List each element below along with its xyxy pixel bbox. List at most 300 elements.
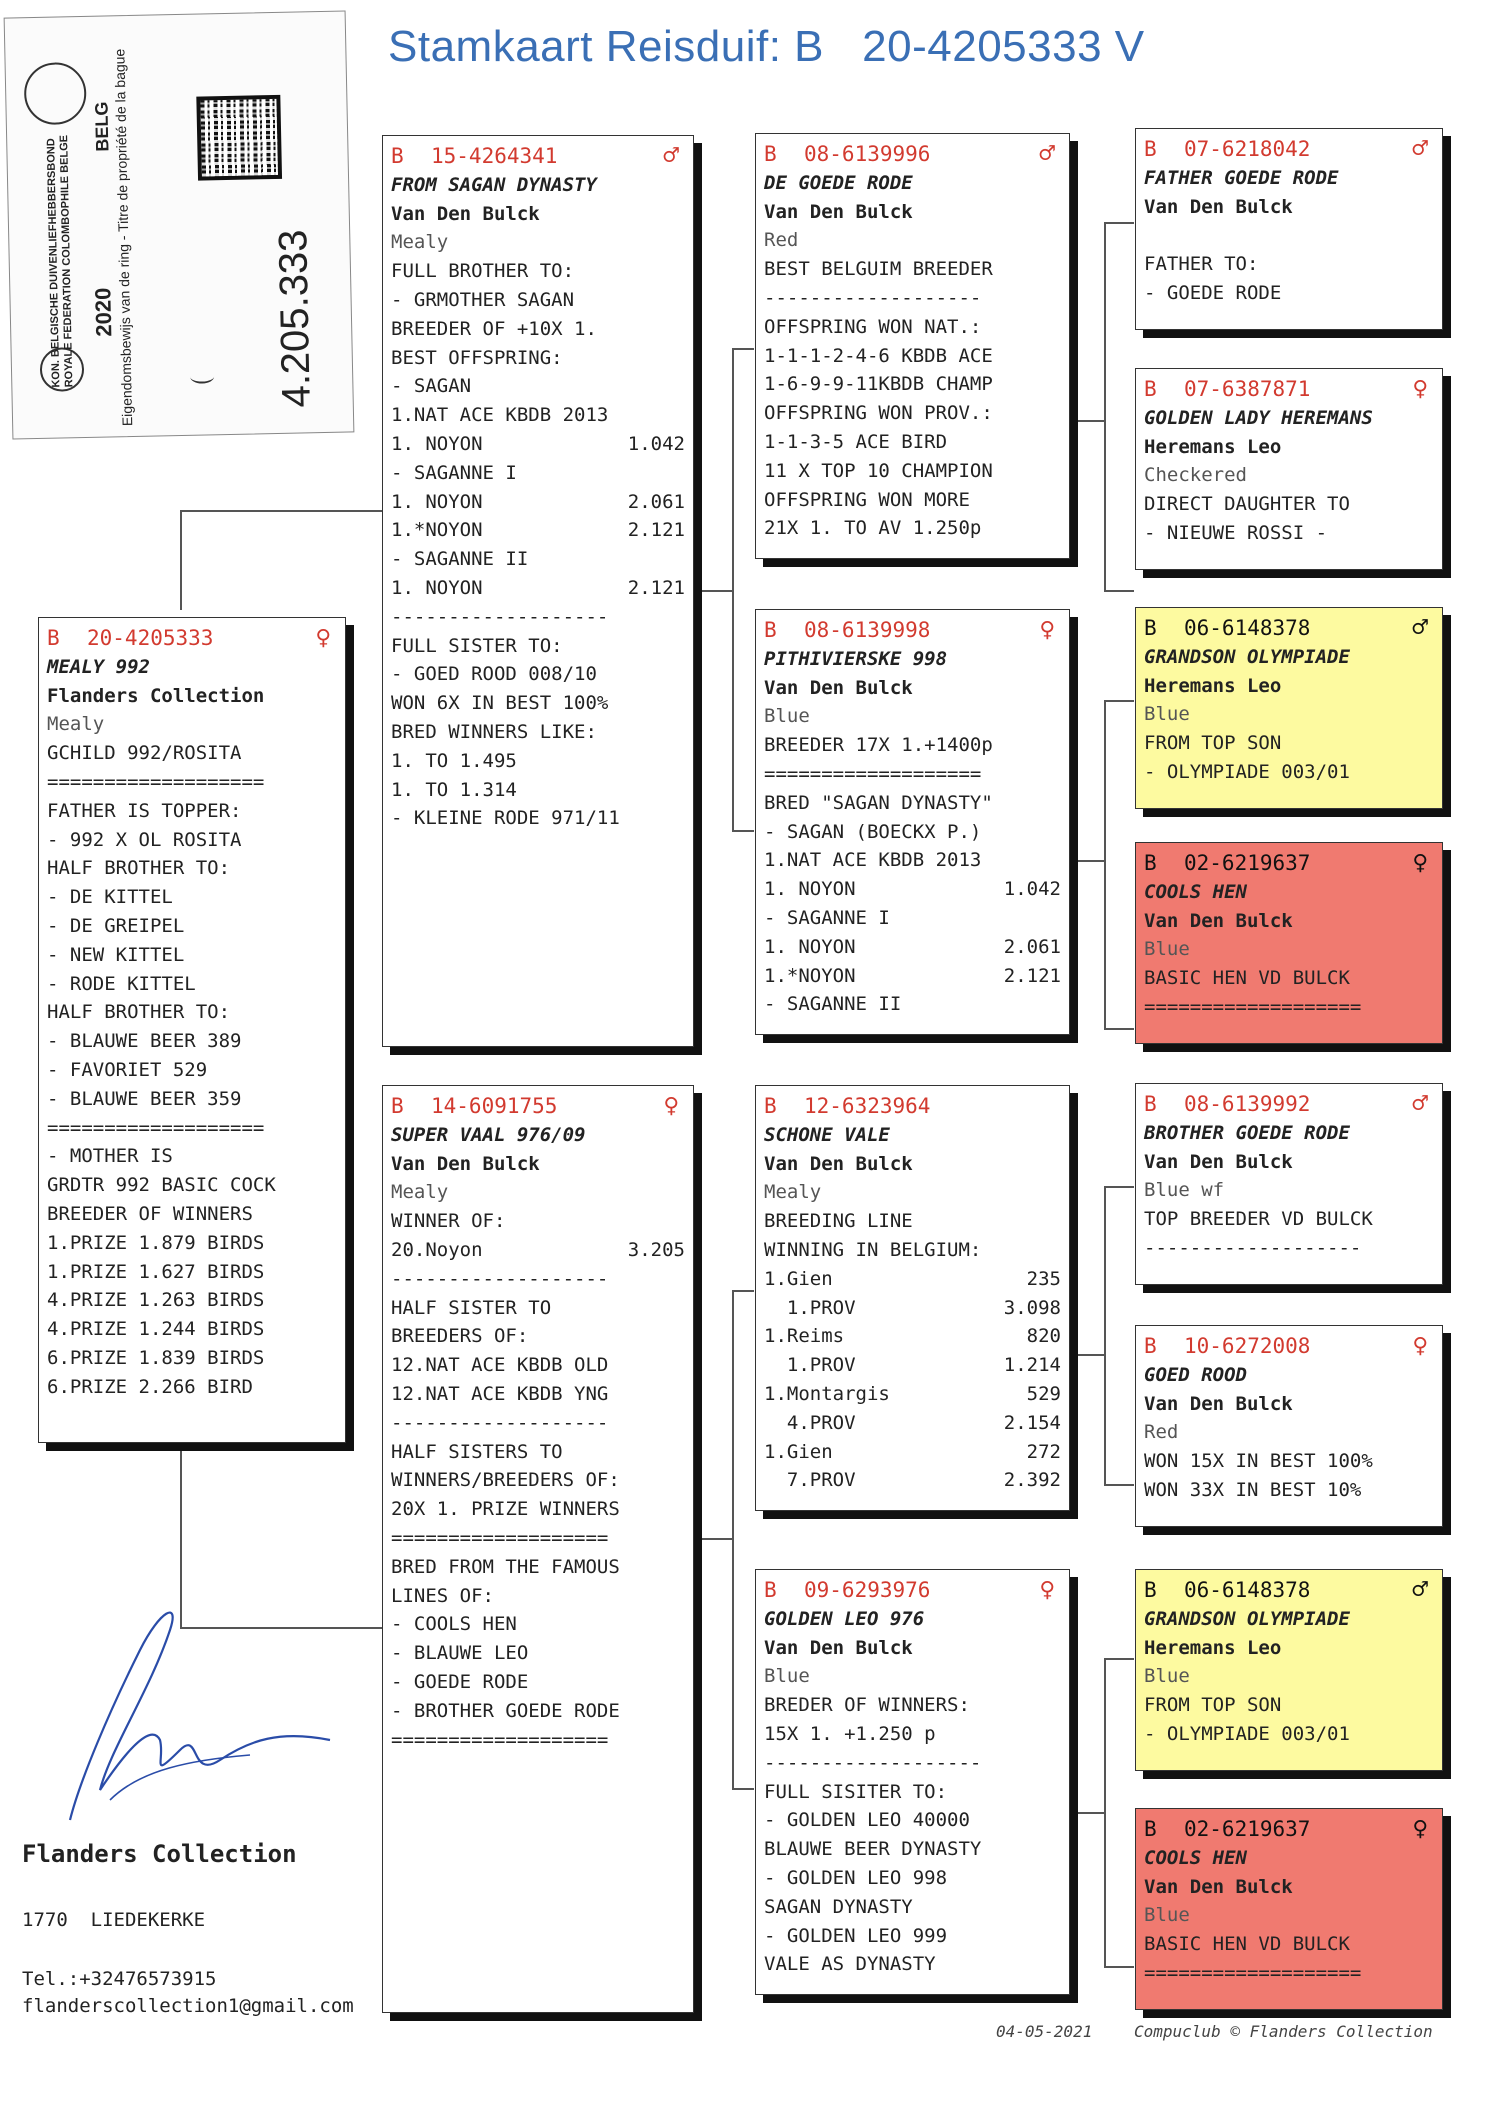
card-line-text: BREEDERS OF: [391, 1325, 529, 1348]
card-owner: Van Den Bulck [764, 1636, 913, 1659]
card-color: Blue [1144, 1904, 1190, 1927]
card-country: B [1144, 1092, 1157, 1116]
card-header [1144, 1332, 1434, 1361]
pigeon-card-ffm [1135, 368, 1443, 570]
card-line-text: - GOLDEN LEO 999 [764, 1924, 948, 1947]
card-line [764, 486, 1061, 515]
card-ring-number: 10-6272008 [1184, 1334, 1311, 1358]
card-line-text: OFFSPRING WON MORE [764, 488, 970, 511]
card-line-text: BREDER OF WINNERS: [764, 1694, 970, 1717]
card-line-text: WINNERS/BREEDERS OF: [391, 1469, 620, 1492]
card-line: - FAVORIET 529 [47, 1058, 208, 1081]
signature-icon [50, 1590, 350, 1830]
card-line [391, 459, 685, 488]
card-country: B [1144, 616, 1157, 640]
card-line [764, 255, 1061, 284]
card-line [391, 315, 685, 344]
card-line [764, 1438, 1061, 1467]
card-line [764, 399, 1061, 428]
card-line-text: - SAGANNE II [764, 993, 902, 1016]
card-line [764, 731, 1061, 760]
card-line-text: 1. NOYON [391, 576, 483, 599]
pigeon-card-father-father [755, 133, 1070, 559]
card-line [764, 1922, 1061, 1951]
card-line-text: 1.NAT ACE KBDB 2013 [391, 404, 609, 427]
card-line-value: 820 [1026, 1325, 1061, 1348]
card-line [391, 1322, 685, 1351]
connector-line [1104, 1186, 1106, 1486]
card-line: - 992 X OL ROSITA [47, 828, 242, 851]
card-color: Mealy [764, 1181, 822, 1204]
card-country: B [1144, 1817, 1157, 1841]
card-owner: Heremans Leo [1144, 435, 1282, 458]
card-line-text: - SAGANNE I [391, 461, 517, 484]
connector-line [1104, 222, 1106, 592]
card-header [1144, 1576, 1434, 1605]
card-line [391, 1380, 685, 1409]
card-country: B [764, 142, 777, 166]
card-owner: Van Den Bulck [1144, 1875, 1293, 1898]
card-line [764, 904, 1061, 933]
card-ring-number: 02-6219637 [1184, 851, 1311, 875]
card-line [391, 1639, 685, 1668]
card-header [391, 1092, 685, 1121]
card-ring-number: 06-6148378 [1184, 1578, 1311, 1602]
card-line [764, 760, 1061, 789]
card-pigeon-name: SUPER VAAL 976/09 [391, 1123, 586, 1146]
card-line-text: 1.PROV [764, 1354, 856, 1377]
male-icon: ♂ [1039, 139, 1055, 169]
pigeon-card-subject [38, 617, 346, 1443]
card-line-text: 1. NOYON [391, 490, 483, 513]
card-line: - BLAUWE BEER 389 [47, 1030, 242, 1053]
card-country: B [1144, 1334, 1157, 1358]
pigeon-card-mother [382, 1085, 694, 2013]
card-header [1144, 614, 1434, 643]
card-line [764, 1466, 1061, 1495]
pigeon-card-mother-father [755, 1085, 1070, 1511]
breeder-phone: Tel.:+32476573915 [22, 1968, 217, 1990]
card-line [391, 603, 685, 632]
card-country: B [391, 1094, 404, 1118]
card-color: Red [1144, 1421, 1179, 1444]
card-line-text: - GOLDEN LEO 40000 [764, 1809, 970, 1832]
connector-line [1104, 1658, 1106, 1968]
card-line: BREEDER OF WINNERS [47, 1202, 253, 1225]
card-pigeon-name: BROTHER GOEDE RODE [1144, 1121, 1350, 1144]
card-line-text: ------------------- [391, 1411, 609, 1434]
card-color: Checkered [1144, 464, 1247, 487]
card-line-text: BRED FROM THE FAMOUS [391, 1555, 620, 1578]
card-line-text: FULL SISITER TO: [764, 1780, 948, 1803]
card-line: - MOTHER IS [47, 1145, 173, 1168]
card-line: =================== [1144, 1961, 1362, 1984]
card-line-value: 2.121 [627, 576, 685, 599]
male-icon: ♂ [663, 141, 679, 171]
card-line [391, 1294, 685, 1323]
card-line: 4.PRIZE 1.244 BIRDS [47, 1318, 265, 1341]
card-line-text: SAGAN DYNASTY [764, 1895, 913, 1918]
card-line [764, 514, 1061, 543]
card-line [764, 1207, 1061, 1236]
card-country: B [764, 1094, 777, 1118]
ring-swirl-icon [190, 369, 214, 383]
card-line-text: 20X 1. PRIZE WINNERS [391, 1498, 620, 1521]
card-line-value: 2.392 [1003, 1469, 1061, 1492]
card-line-text: 1.*NOYON [391, 519, 483, 542]
card-line [764, 370, 1061, 399]
card-line [391, 1265, 685, 1294]
card-line: FATHER TO: [1144, 253, 1259, 276]
pigeon-card-father-mother [755, 609, 1070, 1035]
card-line [391, 430, 685, 459]
card-line: 1.PRIZE 1.627 BIRDS [47, 1260, 265, 1283]
card-ring-number: 15-4264341 [431, 144, 558, 168]
card-line: - OLYMPIADE 003/01 [1144, 1722, 1350, 1745]
card-line-text: - GOLDEN LEO 998 [764, 1866, 948, 1889]
connector-line [696, 1538, 732, 1540]
card-line [391, 545, 685, 574]
card-line-text: 20.Noyon [391, 1238, 483, 1261]
card-line-text: BREEDING LINE [764, 1210, 913, 1233]
card-line-text: ------------------- [391, 605, 609, 628]
connector-line [1072, 420, 1104, 422]
card-country: B [391, 144, 404, 168]
card-line [764, 1691, 1061, 1720]
card-line [391, 257, 685, 286]
card-owner: Heremans Leo [1144, 674, 1282, 697]
card-line [764, 1294, 1061, 1323]
card-color: Red [764, 229, 799, 252]
card-line: - NIEUWE ROSSI - [1144, 521, 1328, 544]
connector-line [1072, 860, 1104, 862]
card-line: DIRECT DAUGHTER TO [1144, 493, 1350, 516]
card-line [764, 1409, 1061, 1438]
card-line-text: - KLEINE RODE 971/11 [391, 807, 620, 830]
connector-line [180, 510, 182, 610]
card-pigeon-name: COOLS HEN [1144, 880, 1247, 903]
card-country: B [47, 626, 60, 650]
card-line-value: 272 [1026, 1440, 1061, 1463]
connector-line [732, 348, 734, 832]
connector-line [732, 830, 754, 832]
connector-line [732, 1290, 734, 1790]
card-line [764, 284, 1061, 313]
card-header [1144, 849, 1434, 878]
card-line-text: VALE AS DYNASTY [764, 1953, 936, 1976]
card-line [391, 689, 685, 718]
card-line: GRDTR 992 BASIC COCK [47, 1174, 276, 1197]
connector-line [1104, 1658, 1134, 1660]
card-line [391, 804, 685, 833]
card-line-text: WINNER OF: [391, 1210, 506, 1233]
connector-line [732, 1788, 754, 1790]
card-line [391, 776, 685, 805]
card-line-text: - SAGAN (BOECKX P.) [764, 820, 982, 843]
card-line: - DE KITTEL [47, 886, 173, 909]
connector-line [1072, 1812, 1104, 1814]
connector-line [1104, 1028, 1134, 1030]
card-line: - NEW KITTEL [47, 943, 185, 966]
card-header [1144, 1815, 1434, 1844]
card-line-text: WINNING IN BELGIUM: [764, 1238, 982, 1261]
card-line-text: BEST OFFSPRING: [391, 346, 563, 369]
pigeon-card-mmf [1135, 1569, 1443, 1771]
card-line-value: 2.154 [1003, 1411, 1061, 1434]
card-line [764, 1864, 1061, 1893]
card-line [764, 990, 1061, 1019]
card-country: B [764, 618, 777, 642]
female-icon: ♀ [1412, 1814, 1428, 1844]
card-line: =================== [47, 770, 265, 793]
card-country: B [1144, 1578, 1157, 1602]
print-date: 04-05-2021 [996, 2022, 1093, 2041]
ring-card-org: KON. BELGISCHE DUIVENLIEFHEBBERSBOND ROYALE FEDERATION COLOMBOPHILE BELGE [45, 134, 76, 388]
card-pigeon-name: PITHIVIERSKE 998 [764, 647, 948, 670]
card-line-text: - GOED ROOD 008/10 [391, 663, 597, 686]
card-line [764, 1351, 1061, 1380]
card-line [391, 1697, 685, 1726]
card-line: FATHER IS TOPPER: [47, 799, 242, 822]
card-line: WON 15X IN BEST 100% [1144, 1450, 1373, 1473]
card-line-text: 7.PROV [764, 1469, 856, 1492]
card-line-text: BREEDER OF +10X 1. [391, 317, 597, 340]
card-line-text: OFFSPRING WON PROV.: [764, 402, 993, 425]
card-pigeon-name: GOLDEN LADY HEREMANS [1144, 406, 1373, 429]
male-icon: ♂ [1412, 613, 1428, 643]
card-line-text: - SAGAN [391, 375, 472, 398]
card-line-text: ------------------- [391, 1267, 609, 1290]
card-color: Blue [1144, 703, 1190, 726]
card-pigeon-name: SCHONE VALE [764, 1123, 890, 1146]
card-line [391, 1409, 685, 1438]
card-line [391, 344, 685, 373]
card-line-value: 2.061 [627, 490, 685, 513]
card-line [764, 818, 1061, 847]
card-line [764, 1778, 1061, 1807]
card-line [391, 660, 685, 689]
card-line [764, 1749, 1061, 1778]
page-title: Stamkaart Reisduif: B 20-4205333 V [388, 22, 1145, 71]
card-color: Blue [1144, 938, 1190, 961]
male-icon: ♂ [1412, 134, 1428, 164]
card-line-text: 1. TO 1.495 [391, 749, 517, 772]
pigeon-card-mff [1135, 1083, 1443, 1285]
card-line: ------------------- [1144, 1236, 1362, 1259]
connector-line [696, 590, 732, 592]
software-credit: Compuclub © Flanders Collection [1134, 2022, 1433, 2041]
card-line [391, 1495, 685, 1524]
card-owner: Van Den Bulck [764, 1152, 913, 1175]
female-icon: ♀ [1039, 615, 1055, 645]
card-ring-number: 06-6148378 [1184, 616, 1311, 640]
pigeon-card-mfm [1135, 1325, 1443, 1527]
card-ring-number: 20-4205333 [87, 626, 214, 650]
ring-card-country: BELG [91, 101, 113, 152]
card-line-text: - SAGANNE II [391, 548, 529, 571]
card-line [391, 1726, 685, 1755]
card-line-text: 1.Gien [764, 1267, 833, 1290]
card-line-text: - GRMOTHER SAGAN [391, 288, 575, 311]
card-line-text: 1-1-1-2-4-6 KBDB ACE [764, 344, 993, 367]
card-line [391, 1207, 685, 1236]
card-line: TOP BREEDER VD BULCK [1144, 1208, 1373, 1231]
card-color: Mealy [47, 713, 105, 736]
card-line [764, 313, 1061, 342]
female-icon: ♀ [1412, 848, 1428, 878]
card-line: - BLAUWE BEER 359 [47, 1087, 242, 1110]
card-line-text: LINES OF: [391, 1584, 494, 1607]
card-line [391, 1351, 685, 1380]
card-line [391, 1610, 685, 1639]
card-line-text: 21X 1. TO AV 1.250p [764, 517, 982, 540]
card-line: FROM TOP SON [1144, 732, 1282, 755]
card-header [1144, 375, 1434, 404]
card-line-value: 2.061 [1003, 935, 1061, 958]
federation-logo-icon [24, 62, 87, 125]
card-owner: Van Den Bulck [1144, 1392, 1293, 1415]
card-pigeon-name: GRANDSON OLYMPIADE [1144, 1607, 1350, 1630]
card-line [391, 574, 685, 603]
card-country: B [764, 1578, 777, 1602]
card-ring-number: 07-6218042 [1184, 137, 1311, 161]
card-owner: Van Den Bulck [391, 1152, 540, 1175]
card-line [764, 1265, 1061, 1294]
card-pigeon-name: MEALY 992 [47, 655, 150, 678]
card-color: Blue [764, 705, 810, 728]
card-line [764, 1835, 1061, 1864]
card-line-text: 1.*NOYON [764, 964, 856, 987]
card-line [391, 1236, 685, 1265]
card-line-text: 1-1-3-5 ACE BIRD [764, 430, 948, 453]
card-header [764, 1092, 1061, 1121]
card-line [391, 516, 685, 545]
card-line [391, 372, 685, 401]
card-line [764, 1806, 1061, 1835]
card-line [391, 718, 685, 747]
card-line-text: - SAGANNE I [764, 906, 890, 929]
card-line: 6.PRIZE 1.839 BIRDS [47, 1346, 265, 1369]
card-line [764, 789, 1061, 818]
card-line [764, 846, 1061, 875]
card-ring-number: 08-6139996 [804, 142, 931, 166]
card-line-text: 15X 1. +1.250 p [764, 1722, 936, 1745]
card-line-value: 1.214 [1003, 1354, 1061, 1377]
card-line-text: 12.NAT ACE KBDB YNG [391, 1382, 609, 1405]
card-line [764, 1720, 1061, 1749]
card-line [764, 457, 1061, 486]
card-line [391, 488, 685, 517]
female-icon: ♀ [1039, 1575, 1055, 1605]
card-line [391, 401, 685, 430]
card-ring-number: 14-6091755 [431, 1094, 558, 1118]
card-header [391, 142, 685, 171]
card-owner: Van Den Bulck [1144, 195, 1293, 218]
card-line-text: 1.Gien [764, 1440, 833, 1463]
card-line: =================== [47, 1116, 265, 1139]
pigeon-card-fff [1135, 128, 1443, 330]
card-line [764, 933, 1061, 962]
card-line [391, 1466, 685, 1495]
connector-line [732, 348, 754, 350]
connector-line [1072, 1354, 1104, 1356]
card-ring-number: 09-6293976 [804, 1578, 931, 1602]
card-line [764, 342, 1061, 371]
card-line-text: 1. NOYON [764, 935, 856, 958]
card-header [1144, 1090, 1434, 1119]
card-line-value: 2.121 [1003, 964, 1061, 987]
card-line-value: 2.121 [627, 519, 685, 542]
card-line: HALF BROTHER TO: [47, 857, 231, 880]
card-line-text: 1. TO 1.314 [391, 778, 517, 801]
card-line-text: FULL BROTHER TO: [391, 260, 575, 283]
card-line: - GOEDE RODE [1144, 281, 1282, 304]
card-line: - DE GREIPEL [47, 914, 185, 937]
card-country: B [1144, 377, 1157, 401]
connector-line [1104, 1186, 1134, 1188]
card-line: 4.PRIZE 1.263 BIRDS [47, 1289, 265, 1312]
card-line-text: OFFSPRING WON NAT.: [764, 315, 982, 338]
card-pigeon-name: GRANDSON OLYMPIADE [1144, 645, 1350, 668]
card-line-text: - COOLS HEN [391, 1613, 517, 1636]
card-line-text: FULL SISTER TO: [391, 634, 563, 657]
card-line-text: 1.Reims [764, 1325, 845, 1348]
card-line: - OLYMPIADE 003/01 [1144, 760, 1350, 783]
card-line-text: BEST BELGUIM BREEDER [764, 258, 993, 281]
card-line [391, 1582, 685, 1611]
connector-line [1104, 700, 1106, 1030]
card-ring-number: 12-6323964 [804, 1094, 931, 1118]
connector-line [1104, 590, 1134, 592]
card-color: Mealy [391, 1181, 449, 1204]
card-line: - RODE KITTEL [47, 972, 196, 995]
card-line: WON 33X IN BEST 10% [1144, 1478, 1362, 1501]
female-icon: ♀ [315, 623, 331, 653]
card-line-text: =================== [764, 762, 982, 785]
card-line-text: BRED "SAGAN DYNASTY" [764, 791, 993, 814]
card-line [391, 1438, 685, 1467]
card-line-text: 1.PROV [764, 1296, 856, 1319]
card-ring-number: 07-6387871 [1184, 377, 1311, 401]
card-line: =================== [1144, 995, 1362, 1018]
ring-card-ownership: Eigendomsbewijs van de ring - Titre de propriété de la bague [111, 48, 136, 427]
card-line-text: WON 6X IN BEST 100% [391, 692, 609, 715]
card-owner: Van Den Bulck [1144, 909, 1293, 932]
card-line [764, 1893, 1061, 1922]
card-line-value: 235 [1026, 1267, 1061, 1290]
card-line-text: =================== [391, 1526, 609, 1549]
card-color: Blue [1144, 1665, 1190, 1688]
card-line: GCHILD 992/ROSITA [47, 742, 242, 765]
card-line-text: ------------------- [764, 1751, 982, 1774]
card-header [764, 616, 1061, 645]
card-owner: Van Den Bulck [764, 200, 913, 223]
card-line: BASIC HEN VD BULCK [1144, 1933, 1350, 1956]
card-line [764, 1380, 1061, 1409]
card-color: Mealy [391, 231, 449, 254]
card-line [391, 747, 685, 776]
qr-code-icon [196, 95, 282, 181]
card-header [1144, 135, 1434, 164]
connector-line [1104, 700, 1134, 702]
card-line-value: 1.042 [1003, 878, 1061, 901]
breeder-name: Flanders Collection [22, 1840, 297, 1868]
card-header [47, 624, 337, 653]
card-line-value: 529 [1026, 1382, 1061, 1405]
card-line-text: HALF SISTERS TO [391, 1440, 563, 1463]
card-color: Blue wf [1144, 1179, 1225, 1202]
male-icon: ♂ [1412, 1575, 1428, 1605]
